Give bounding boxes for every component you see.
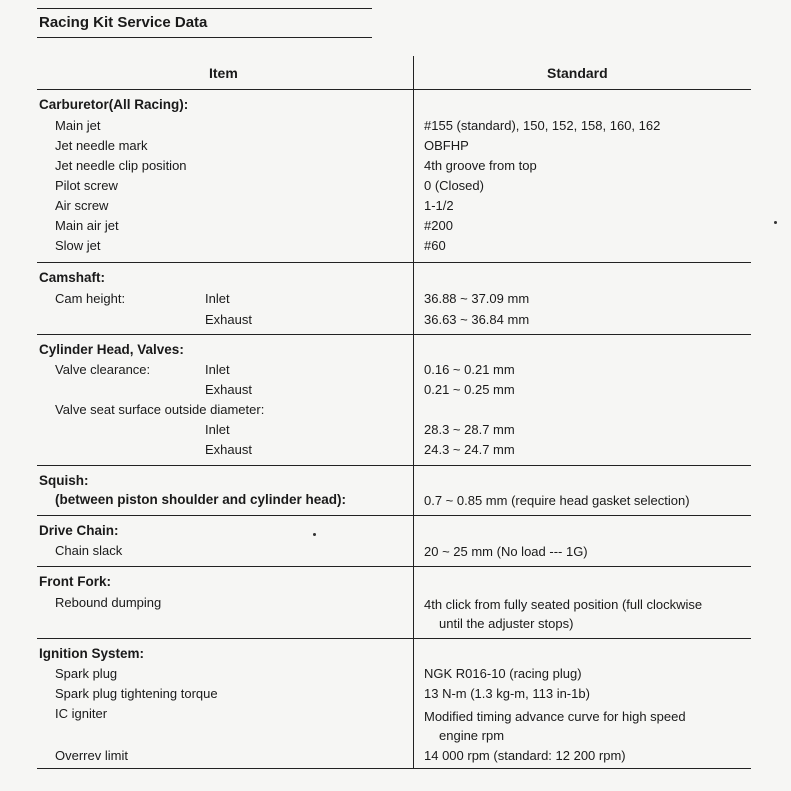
item-rebound: Rebound dumping — [55, 595, 162, 610]
section-front-fork: Front Fork: — [39, 574, 111, 589]
value-rebound-line2: until the adjuster stops) — [439, 616, 574, 631]
section-camshaft: Camshaft: — [39, 270, 106, 285]
value-clip-position: 4th groove from top — [424, 158, 537, 173]
item-slow-jet: Slow jet — [55, 238, 101, 253]
item-ic-igniter: IC igniter — [55, 706, 108, 721]
column-divider — [413, 56, 414, 768]
section-rule-cyl — [37, 465, 751, 466]
section-rule-cam — [37, 334, 751, 335]
value-overrev: 14 000 rpm (standard: 12 200 rpm) — [424, 748, 626, 763]
table-bottom-rule — [37, 768, 751, 769]
title-rule-top — [37, 8, 372, 9]
section-carburetor: Carburetor(All Racing): — [39, 97, 189, 112]
section-squish: Squish: — [39, 473, 89, 488]
item-valve-clearance: Valve clearance: — [55, 362, 151, 377]
section-rule-fork — [37, 638, 751, 639]
value-clearance-inlet: 0.16 ~ 0.21 mm — [424, 362, 515, 377]
item-clip-position: Jet needle clip position — [55, 158, 187, 173]
scan-speck — [774, 221, 777, 224]
section-rule-carb — [37, 262, 751, 263]
item-spark-plug: Spark plug — [55, 666, 118, 681]
item-seat-exhaust: Exhaust — [205, 442, 252, 457]
item-main-air-jet: Main air jet — [55, 218, 119, 233]
value-plug-torque: 13 N-m (1.3 kg-m, 113 in-1b) — [424, 686, 590, 701]
header-item: Item — [209, 65, 238, 81]
value-clearance-exhaust: 0.21 ~ 0.25 mm — [424, 382, 515, 397]
value-seat-exhaust: 24.3 ~ 24.7 mm — [424, 442, 515, 457]
value-air-screw: 1-1/2 — [424, 198, 454, 213]
page-title: Racing Kit Service Data — [39, 14, 208, 31]
value-cam-exhaust: 36.63 ~ 36.84 mm — [424, 312, 530, 327]
item-squish-desc: (between piston shoulder and cylinder head): — [55, 492, 347, 507]
section-ignition: Ignition System: — [39, 646, 145, 661]
scan-speck — [313, 533, 316, 536]
value-main-jet: #155 (standard), 150, 152, 158, 160, 162 — [424, 118, 661, 133]
item-cam-inlet: Inlet — [205, 291, 230, 306]
header-rule — [37, 89, 751, 90]
value-squish: 0.7 ~ 0.85 mm (require head gasket selection) — [424, 493, 690, 508]
value-main-air-jet: #200 — [424, 218, 453, 233]
section-cylinder-head: Cylinder Head, Valves: — [39, 342, 184, 357]
value-cam-inlet: 36.88 ~ 37.09 mm — [424, 291, 530, 306]
item-cam-height: Cam height: — [55, 291, 126, 306]
value-chain-slack: 20 ~ 25 mm (No load --- 1G) — [424, 544, 588, 559]
item-overrev: Overrev limit — [55, 748, 128, 763]
value-rebound-line1: 4th click from fully seated position (full clockwise — [424, 597, 703, 612]
value-igniter-line1: Modified timing advance curve for high speed — [424, 709, 686, 724]
value-spark-plug: NGK R016-10 (racing plug) — [424, 666, 582, 681]
value-slow-jet: #60 — [424, 238, 446, 253]
item-chain-slack: Chain slack — [55, 543, 123, 558]
item-air-screw: Air screw — [55, 198, 109, 213]
item-clearance-exhaust: Exhaust — [205, 382, 252, 397]
item-main-jet: Main jet — [55, 118, 101, 133]
item-cam-exhaust: Exhaust — [205, 312, 252, 327]
section-rule-chain — [37, 566, 751, 567]
section-drive-chain: Drive Chain: — [39, 523, 119, 538]
item-valve-seat: Valve seat surface outside diameter: — [55, 402, 265, 417]
header-standard: Standard — [547, 65, 608, 81]
value-jet-needle-mark: OBFHP — [424, 138, 469, 153]
item-pilot-screw: Pilot screw — [55, 178, 118, 193]
value-seat-inlet: 28.3 ~ 28.7 mm — [424, 422, 515, 437]
item-seat-inlet: Inlet — [205, 422, 230, 437]
value-igniter-line2: engine rpm — [439, 728, 505, 743]
item-plug-torque: Spark plug tightening torque — [55, 686, 218, 701]
value-pilot-screw: 0 (Closed) — [424, 178, 484, 193]
section-rule-squish — [37, 515, 751, 516]
item-clearance-inlet: Inlet — [205, 362, 230, 377]
item-jet-needle-mark: Jet needle mark — [55, 138, 148, 153]
title-rule-bottom — [37, 37, 372, 38]
